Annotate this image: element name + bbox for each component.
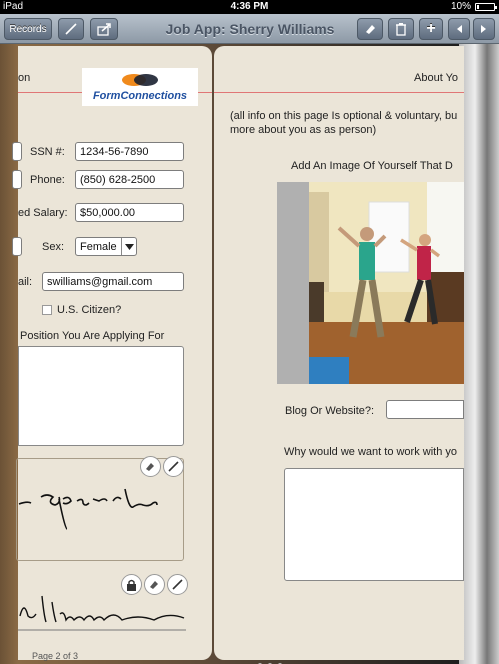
lock-signature-button[interactable] bbox=[121, 574, 142, 595]
position-label: Position You Are Applying For bbox=[20, 330, 165, 342]
why-label: Why would we want to work with yo bbox=[284, 446, 458, 458]
info-text-line-1: (all info on this page Is optional & voluntary, bu bbox=[230, 110, 458, 122]
profile-photo bbox=[277, 182, 464, 384]
previous-button[interactable] bbox=[448, 18, 470, 40]
form-connections-logo bbox=[82, 68, 198, 106]
records-button[interactable]: Records bbox=[4, 18, 52, 40]
citizen-label: U.S. Citizen? bbox=[57, 304, 122, 316]
add-button[interactable] bbox=[419, 18, 443, 40]
header-rule bbox=[214, 92, 464, 93]
logo-mark-icon bbox=[82, 69, 198, 91]
why-textarea[interactable] bbox=[284, 468, 464, 581]
salary-field[interactable]: $50,000.00 bbox=[75, 203, 184, 222]
phone-label: Phone: bbox=[30, 174, 65, 186]
chevron-down-icon bbox=[125, 244, 134, 250]
phone-field[interactable]: (850) 628-2500 bbox=[75, 170, 184, 189]
page-dots bbox=[258, 654, 288, 658]
battery-icon bbox=[475, 3, 495, 11]
status-time: 4:36 PM bbox=[230, 1, 269, 12]
position-textarea[interactable] bbox=[18, 346, 184, 446]
pen-icon bbox=[168, 461, 179, 472]
image-prompt-label: Add An Image Of Yourself That D bbox=[291, 160, 453, 172]
arrow-left-icon bbox=[455, 24, 463, 34]
clear-signature-button[interactable] bbox=[144, 574, 165, 595]
signature-sketch bbox=[18, 586, 186, 638]
blog-label: Blog Or Website?: bbox=[285, 405, 375, 417]
next-button[interactable] bbox=[473, 18, 495, 40]
citizen-checkbox[interactable] bbox=[42, 305, 52, 315]
page-indicator: Page 2 of 3 bbox=[32, 651, 79, 661]
carrier-label: iPad bbox=[3, 1, 24, 12]
sex-value: Female bbox=[80, 241, 117, 253]
ssn-field[interactable]: 1234-56-7890 bbox=[75, 142, 184, 161]
signature-field[interactable] bbox=[18, 586, 186, 638]
clear-handwriting-button[interactable] bbox=[140, 456, 161, 477]
profile-image-field[interactable] bbox=[277, 182, 464, 384]
cutoff-field-1[interactable] bbox=[12, 142, 22, 161]
right-form-page bbox=[214, 46, 464, 660]
email-field[interactable]: swilliams@gmail.com bbox=[42, 272, 184, 291]
pen-icon bbox=[172, 579, 183, 590]
logo-text: FormConnections bbox=[92, 90, 188, 102]
salary-label: ed Salary: bbox=[18, 207, 68, 219]
cutoff-field-3[interactable] bbox=[12, 237, 22, 256]
sex-label: Sex: bbox=[42, 241, 65, 253]
trash-icon bbox=[395, 22, 407, 36]
background-photo-edge bbox=[459, 44, 499, 664]
toolbar-title: Job App: Sherry Williams bbox=[165, 21, 335, 37]
edit-handwriting-button[interactable] bbox=[163, 456, 184, 477]
info-text-line-2: more about you as as person) bbox=[230, 124, 377, 136]
handwriting-field[interactable] bbox=[16, 458, 184, 561]
blog-field[interactable] bbox=[386, 400, 464, 419]
status-bar bbox=[0, 0, 499, 14]
toolbar bbox=[0, 14, 499, 44]
dropdown-toggle[interactable] bbox=[121, 238, 136, 255]
share-icon bbox=[96, 22, 112, 36]
edit-signature-button[interactable] bbox=[167, 574, 188, 595]
lock-icon bbox=[126, 579, 137, 591]
ssn-label: SSN #: bbox=[30, 146, 65, 158]
arrow-right-icon bbox=[480, 24, 488, 34]
handwriting-sketch bbox=[17, 459, 185, 562]
pen-tool-button[interactable] bbox=[58, 18, 84, 40]
eraser-icon bbox=[149, 579, 160, 590]
email-label: ail: bbox=[18, 276, 33, 288]
battery-percent: 10% bbox=[450, 1, 471, 12]
eraser-icon bbox=[363, 22, 377, 36]
trash-button[interactable] bbox=[388, 18, 414, 40]
eraser-button[interactable] bbox=[357, 18, 383, 40]
cutoff-field-2[interactable] bbox=[12, 170, 22, 189]
pen-icon bbox=[64, 22, 78, 36]
share-button[interactable] bbox=[90, 18, 118, 40]
left-form-page bbox=[18, 46, 212, 660]
eraser-icon bbox=[145, 461, 156, 472]
plus-icon: + bbox=[426, 20, 436, 37]
page-header-fragment: on bbox=[18, 72, 31, 84]
page-header-fragment: About Yo bbox=[414, 72, 459, 84]
